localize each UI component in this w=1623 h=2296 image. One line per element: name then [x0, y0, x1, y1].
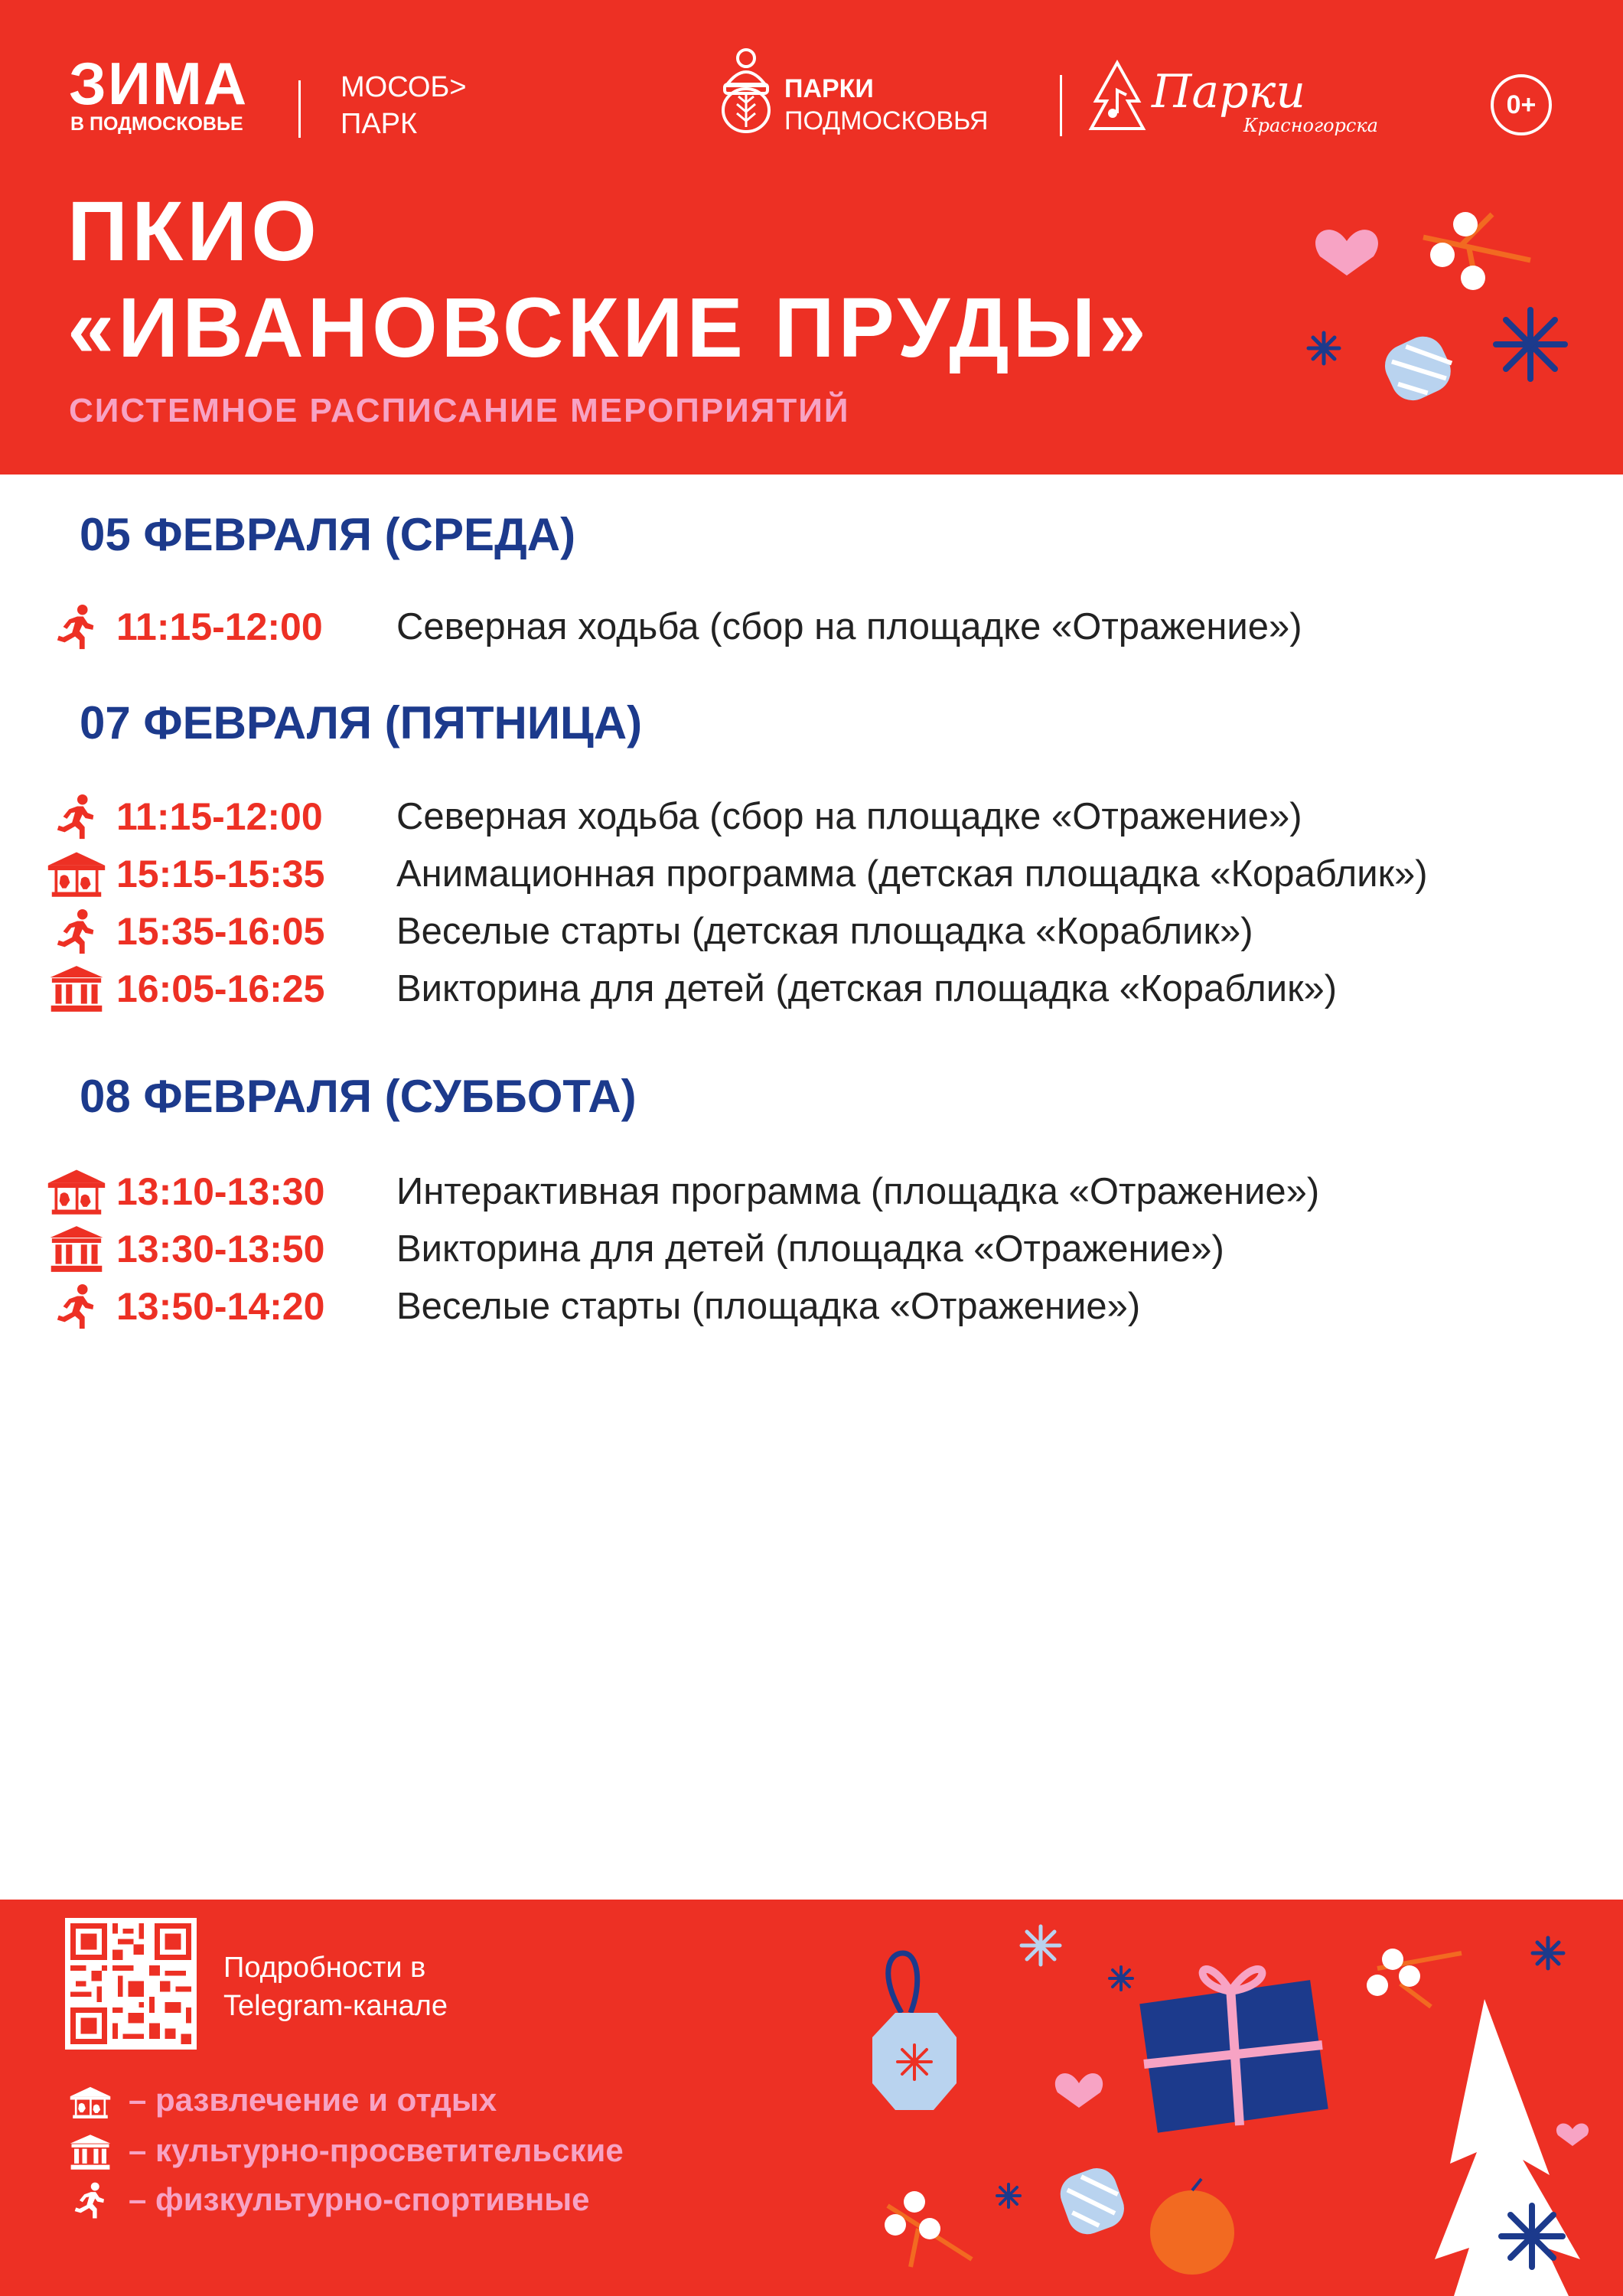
event-time: 11:15-12:00 [116, 605, 323, 648]
event-description: Северная ходьба (сбор на площадке «Отражение») [396, 606, 1302, 647]
event-time: 13:10-13:30 [116, 1170, 325, 1213]
parks-line1: ПАРКИ [784, 74, 874, 103]
legend-sports: – физкультурно-спортивные [129, 2181, 590, 2217]
header-decorations [1301, 195, 1576, 425]
ornament-icon [872, 1953, 957, 2110]
header-banner [0, 0, 1623, 475]
parks-hat-icon [715, 47, 777, 136]
event-description: Викторина для детей (площадка «Отражение») [396, 1228, 1224, 1270]
page-title [67, 184, 1150, 377]
heart-icon [1055, 2073, 1103, 2108]
logo-divider [298, 80, 301, 138]
mitten-icon [1378, 328, 1460, 407]
telegram-line1: Подробности в [223, 1952, 426, 1984]
event-time: 13:30-13:50 [116, 1228, 325, 1270]
day-heading: 08 ФЕВРАЛЯ (СУББОТА) [80, 1071, 637, 1122]
day-heading: 05 ФЕВРАЛЯ (СРЕДА) [80, 509, 576, 560]
berry-branch-icon [1367, 1949, 1462, 2007]
zima-logo-title: ЗИМА [69, 50, 249, 117]
christmas-tree-icon [1435, 1999, 1580, 2296]
qr-code[interactable] [65, 1918, 197, 2050]
museum-icon [46, 965, 107, 1013]
parks-line2: ПОДМОСКОВЬЯ [784, 106, 989, 135]
event-time: 11:15-12:00 [116, 795, 323, 838]
berry-branch-icon [885, 2191, 972, 2267]
parks-krasnogorsk-sub: Красногорска [1243, 115, 1378, 136]
snowflake-icon [1022, 1926, 1060, 1965]
legend-entertainment: – развлечение и отдых [129, 2082, 497, 2118]
carousel-icon [46, 1168, 107, 1215]
page-title-line1: ПКИО [67, 184, 321, 279]
runner-icon [46, 1283, 107, 1330]
footer-banner [0, 1900, 1623, 2296]
footer-decorations [865, 1900, 1623, 2296]
page-subtitle: СИСТЕМНОЕ РАСПИСАНИЕ МЕРОПРИЯТИЙ [69, 392, 850, 429]
event-description: Анимационная программа (детская площадка «Кораблик») [396, 853, 1428, 895]
museum-icon [46, 1225, 107, 1273]
orange-icon [1150, 2179, 1234, 2275]
berry-branch-icon [1423, 212, 1530, 290]
event-time: 16:05-16:25 [116, 967, 325, 1010]
carousel-icon [69, 2083, 112, 2122]
day-heading: 07 ФЕВРАЛЯ (ПЯТНИЦА) [80, 697, 643, 748]
heart-icon [1315, 230, 1378, 276]
mitten-icon [1054, 2163, 1129, 2240]
mosobpark-line2: ПАРК [341, 108, 418, 140]
page-title-line2: «ИВАНОВСКИЕ ПРУДЫ» [67, 281, 1150, 375]
event-time: 15:15-15:35 [116, 853, 325, 895]
runner-icon [69, 2181, 112, 2219]
parks-podmoskovya-logo [784, 73, 988, 137]
small-snowflake-icon [1110, 1967, 1133, 1990]
legend-cultural: – культурно-просветительские [129, 2132, 624, 2168]
event-time: 13:50-14:20 [116, 1285, 325, 1328]
telegram-line2: Telegram-канале [223, 1990, 448, 2022]
gift-icon [1139, 1969, 1328, 2133]
mosobpark-line1: МОСОБ> [341, 71, 467, 103]
runner-icon [46, 908, 107, 955]
zima-logo-subtitle: В ПОДМОСКОВЬЕ [70, 113, 243, 135]
mosobpark-logo [341, 69, 467, 142]
tree-note-icon [1087, 60, 1148, 136]
event-description: Интерактивная программа (площадка «Отражение») [396, 1171, 1320, 1212]
event-description: Веселые старты (детская площадка «Кораблик») [396, 911, 1253, 952]
runner-icon [46, 603, 107, 651]
event-description: Веселые старты (площадка «Отражение») [396, 1286, 1141, 1327]
event-time: 15:35-16:05 [116, 910, 325, 953]
logo-divider-2 [1060, 75, 1062, 136]
parks-krasnogorsk-logo: Парки [1152, 65, 1305, 119]
museum-icon [69, 2133, 112, 2171]
small-snowflake-icon [1309, 333, 1339, 364]
runner-icon [46, 793, 107, 840]
small-snowflake-icon [997, 2184, 1020, 2207]
telegram-caption [223, 1949, 448, 2025]
event-description: Викторина для детей (детская площадка «Кораблик») [396, 968, 1338, 1009]
small-heart-icon [1556, 2123, 1589, 2146]
snowflake-icon [1496, 310, 1565, 379]
carousel-icon [46, 850, 107, 898]
age-rating-badge: 0+ [1491, 74, 1552, 135]
event-description: Северная ходьба (сбор на площадке «Отражение») [396, 796, 1302, 837]
snowflake-icon [1533, 1938, 1563, 1968]
snowflake-icon [1501, 2206, 1563, 2267]
